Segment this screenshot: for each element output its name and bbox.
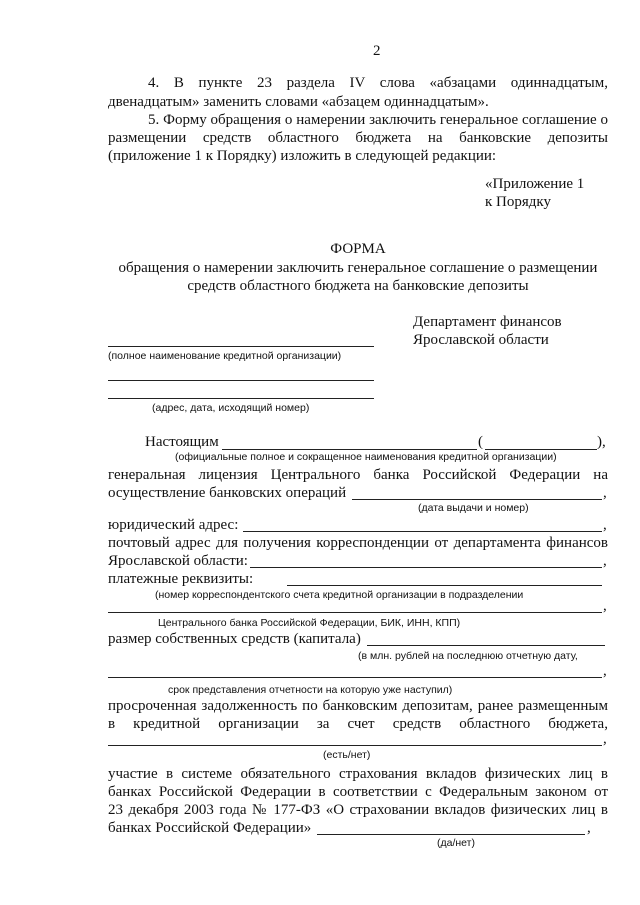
license-line-2: осуществление банковских операций [108,485,347,501]
payment-details-comma: , [603,598,607,614]
paragraph-5-line-2: размещении средств областного бюджета на банковские депозиты [108,130,608,146]
caption-mln-rub: (в млн. рублей на последнюю отчетную дату, [358,650,578,662]
caption-yes-no-1: (есть/нет) [323,749,371,761]
caption-reporting-deadline: срок представления отчетности на которую уже наступил) [168,684,453,696]
insurance-line-4: банках Российской Федерации» [108,820,312,836]
address-field-2[interactable] [108,398,374,399]
overdue-word: за [316,716,330,732]
overdue-word: бюджета, [548,716,608,732]
payment-details-field-2[interactable] [108,612,602,613]
insurance-comma: , [587,820,591,836]
postal-address-comma: , [603,553,607,569]
address-field-1[interactable] [108,380,374,381]
official-full-name-field[interactable] [222,449,477,450]
license-comma: , [603,485,607,501]
caption-corr-account: (номер корреспондентского счета кредитной организации в подразделении [155,589,524,601]
postal-address-line-2: Ярославской области: [108,553,248,569]
own-funds-field-2[interactable] [108,677,602,678]
insurance-field[interactable] [317,834,585,835]
overdue-word: областного [459,716,531,732]
overdue-word: кредитной [133,716,201,732]
form-title: ФОРМА [330,241,386,257]
close-paren: ), [597,434,606,450]
appendix-to-order: к Порядку [485,194,551,210]
open-paren: ( [478,434,483,450]
caption-yes-no-2: (да/нет) [437,837,475,849]
own-funds-comma: , [603,663,607,679]
insurance-line-1: участие в системе обязательного страхования вкладов физических лиц в [108,766,608,782]
postal-address-line-1: почтовый адрес для получения корреспонденции от департамента финансов [108,535,608,551]
paragraph-5-line-3: (приложение 1 к Порядку) изложить в следующей редакции: [108,148,497,164]
legal-address-comma: , [603,517,607,533]
insurance-line-3: 23 декабря 2003 года № 177-ФЗ «О страховании вкладов физических лиц в [108,802,608,818]
overdue-word: в [108,716,116,732]
caption-cb-details: Центрального банка Российской Федерации, БИК, ИНН, КПП) [158,617,461,629]
own-funds-label: размер собственных средств (капитала) [108,631,361,647]
page-number: 2 [373,43,381,59]
form-subtitle-line-2: средств областного бюджета на банковские депозиты [187,278,529,294]
overdue-line-1: просроченная задолженность по банковским депозитам, ранее размещенным [108,698,608,714]
paragraph-4-line-2: двенадцатым» заменить словами «абзацем одиннадцатым». [108,94,489,110]
appendix-label: «Приложение 1 [485,176,585,192]
overdue-word: средств [392,716,442,732]
payment-details-label: платежные реквизиты: [108,571,254,587]
form-subtitle-line-1: обращения о намерении заключить генеральное соглашение о размещении [118,260,598,276]
caption-issue-date-number: (дата выдачи и номер) [418,502,529,514]
overdue-field[interactable] [108,745,602,746]
overdue-comma: , [603,731,607,747]
caption-official-names: (официальные полное и сокращенное наименования кредитной организации) [175,451,557,463]
addressee-line-2: Ярославской области [413,332,549,348]
overdue-word: счет [347,716,375,732]
insurance-line-2: банках Российской Федерации в соответствии с Федеральным законом от [108,784,608,800]
payment-details-field[interactable] [287,585,602,586]
nastoyashchim-label: Настоящим [145,434,219,450]
caption-org-full-name: (полное наименование кредитной организации) [108,350,342,362]
paragraph-5-line-1: 5. Форму обращения о намерении заключить генеральное соглашение о [148,112,608,128]
legal-address-label: юридический адрес: [108,517,239,533]
overdue-line-2 [108,715,608,733]
postal-address-field[interactable] [250,567,602,568]
license-date-number-field[interactable] [352,499,602,500]
own-funds-field[interactable] [367,645,605,646]
addressee-line-1: Департамент финансов [413,314,562,330]
caption-address-date-number: (адрес, дата, исходящий номер) [152,402,310,414]
license-line-1: генеральная лицензия Центрального банка Российской Федерации на [108,467,608,483]
overdue-word: организации [218,716,299,732]
org-name-field[interactable] [108,346,374,347]
official-short-name-field[interactable] [485,449,597,450]
paragraph-4-line-1: 4. В пункте 23 раздела IV слова «абзацами одиннадцатым, [148,75,608,91]
legal-address-field[interactable] [243,531,602,532]
